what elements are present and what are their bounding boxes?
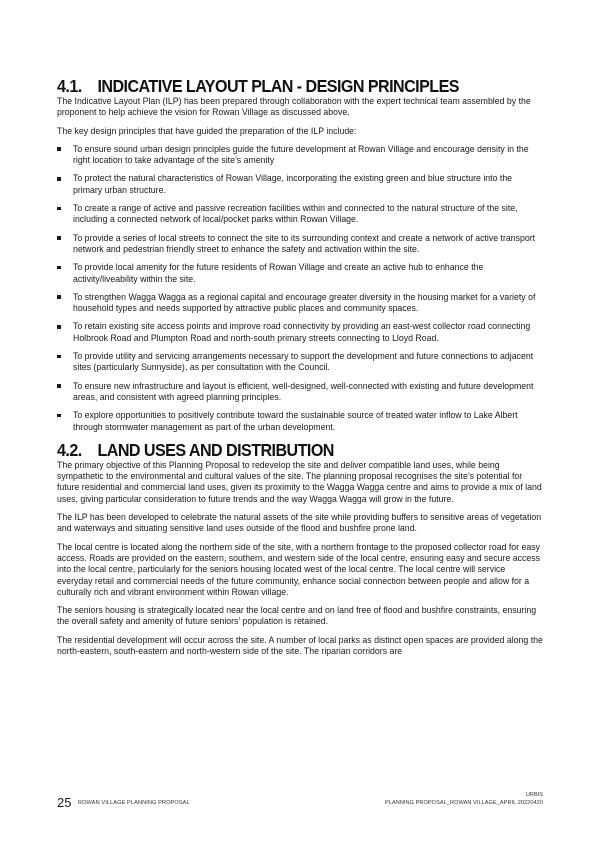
list-item-text: To provide utility and servicing arrangements necessary to support the development and future connections to adjacent sites (particularly Sunnyside), as per consultation with the Council. bbox=[73, 351, 534, 373]
list-item bbox=[57, 351, 543, 374]
page-content bbox=[57, 76, 543, 664]
section-title: INDICATIVE LAYOUT PLAN - DESIGN PRINCIPLES bbox=[97, 76, 459, 96]
intro-paragraph: The Indicative Layout Plan (ILP) has been prepared through collaboration with the expert technical team assembled by the proponent to help achieve the vision for Rowan Village as discussed above. bbox=[57, 96, 531, 118]
section-number: 4.2. bbox=[57, 439, 82, 460]
list-item bbox=[57, 144, 543, 167]
body-paragraph: The ILP has been developed to celebrate the natural assets of the site while providing buffers to sensitive areas of vegetation and waterways and situating sensitive land uses outside of the flood and bushfire prone land. bbox=[57, 512, 542, 534]
list-item bbox=[57, 292, 543, 315]
list-item-text: To retain existing site access points and improve road connectivity by providing an east-west collector road connecting Holbrook Road and Plumpton Road and north-south primary streets connecting to Lloyd Road. bbox=[73, 321, 531, 343]
section-heading-4-1 bbox=[57, 76, 504, 96]
bullet-icon bbox=[57, 384, 61, 388]
body-paragraph: The local centre is located along the northern side of the site, with a northern frontage to the proposed collector road for easy access. Roads are provided on the eastern, southern, and western side of the local centre, ensuring easy and secure access into the local centre, particularly for the seniors housing located west of the local centre. The local centre will service everyday retail and commercial needs of the future community, enhance social connection between people and allow for a culturally rich and vibrant environment within Rowan village. bbox=[57, 541, 540, 597]
bullet-icon bbox=[57, 355, 61, 359]
list-item bbox=[57, 173, 543, 196]
body-paragraph: The seniors housing is strategically located near the local centre and on land free of flood and bushfire constraints, ensuring the overall safety and amenity of future seniors’ population is retained. bbox=[57, 605, 537, 627]
bullet-icon bbox=[57, 207, 61, 211]
list-item bbox=[57, 233, 543, 256]
list-item-text: To explore opportunities to positively contribute toward the sustainable source of treated water inflow to Lake Albert through stormwater management as part of the urban development. bbox=[73, 410, 518, 432]
list-item-text: To ensure new infrastructure and layout is efficient, well-designed, well-connected with existing and future development areas, and consistent with agreed planning principles. bbox=[73, 380, 534, 402]
bullet-icon bbox=[57, 236, 61, 240]
list-item-text: To strengthen Wagga Wagga as a regional capital and encourage greater diversity in the housing market for a variety of household types and needs supported by attractive public places and community spaces. bbox=[73, 291, 536, 314]
lead-paragraph: The key design principles that have guided the preparation of the ILP include: bbox=[57, 125, 357, 136]
bullet-icon bbox=[57, 414, 61, 418]
section-title: LAND USES AND DISTRIBUTION bbox=[97, 439, 334, 460]
body-paragraph: The primary objective of this Planning Proposal to redevelop the site and deliver compatible land uses, while being sympathetic to the environmental and cultural values of the site. The planning proposal recognises the site’s potential for future residential and commercial land uses, given its proximity to the Wagga Wagga centre and aims to provide a mix of land uses, giving particular consideration to future trends and the way Wagga Wagga will grow in the future. bbox=[57, 459, 542, 504]
list-item-text: To provide a series of local streets to connect the site to its surrounding context and create a network of active transport network and pedestrian friendly street to enhance the safety and activation within the site. bbox=[73, 232, 536, 254]
document-reference: PLANNING PROPOSAL_ROWAN VILLAGE_APRIL 20220420 bbox=[385, 800, 543, 806]
section-heading-4-2 bbox=[57, 440, 504, 460]
list-item bbox=[57, 203, 543, 226]
document-title: ROWAN VILLAGE PLANNING PROPOSAL bbox=[78, 800, 190, 806]
bullet-icon bbox=[57, 325, 61, 329]
page-number: 25 bbox=[57, 795, 72, 810]
bullet-icon bbox=[57, 295, 61, 299]
list-item-text: To provide local amenity for the future residents of Rowan Village and create an active hub to enhance the activity/liveability within the site. bbox=[73, 262, 484, 284]
bullet-icon bbox=[57, 266, 61, 270]
list-item bbox=[57, 381, 543, 404]
body-paragraph: The residential development will occur across the site. A number of local parks as distinct open spaces are provided along the north-eastern, south-eastern and north-western side of the site. The riparian corridors are bbox=[57, 634, 543, 656]
design-principles-list bbox=[57, 144, 543, 433]
list-item-text: To protect the natural characteristics of Rowan Village, incorporating the existing green and blue structure into the primary urban structure. bbox=[73, 173, 513, 195]
page-footer bbox=[57, 789, 543, 813]
brand-name: URBIS bbox=[525, 792, 543, 798]
list-item-text: To ensure sound urban design principles guide the future development at Rowan Village and encourage density in the right location to take advantage of the site’s amenity bbox=[73, 143, 529, 166]
section-number: 4.1. bbox=[57, 76, 82, 96]
bullet-icon bbox=[57, 177, 61, 181]
list-item bbox=[57, 321, 543, 344]
list-item bbox=[57, 410, 543, 433]
list-item-text: To create a range of active and passive recreation facilities within and connected to the natural structure of the site, including a connected network of local/pocket parks within Rowan Village. bbox=[73, 203, 518, 225]
bullet-icon bbox=[57, 147, 61, 151]
list-item bbox=[57, 262, 543, 285]
